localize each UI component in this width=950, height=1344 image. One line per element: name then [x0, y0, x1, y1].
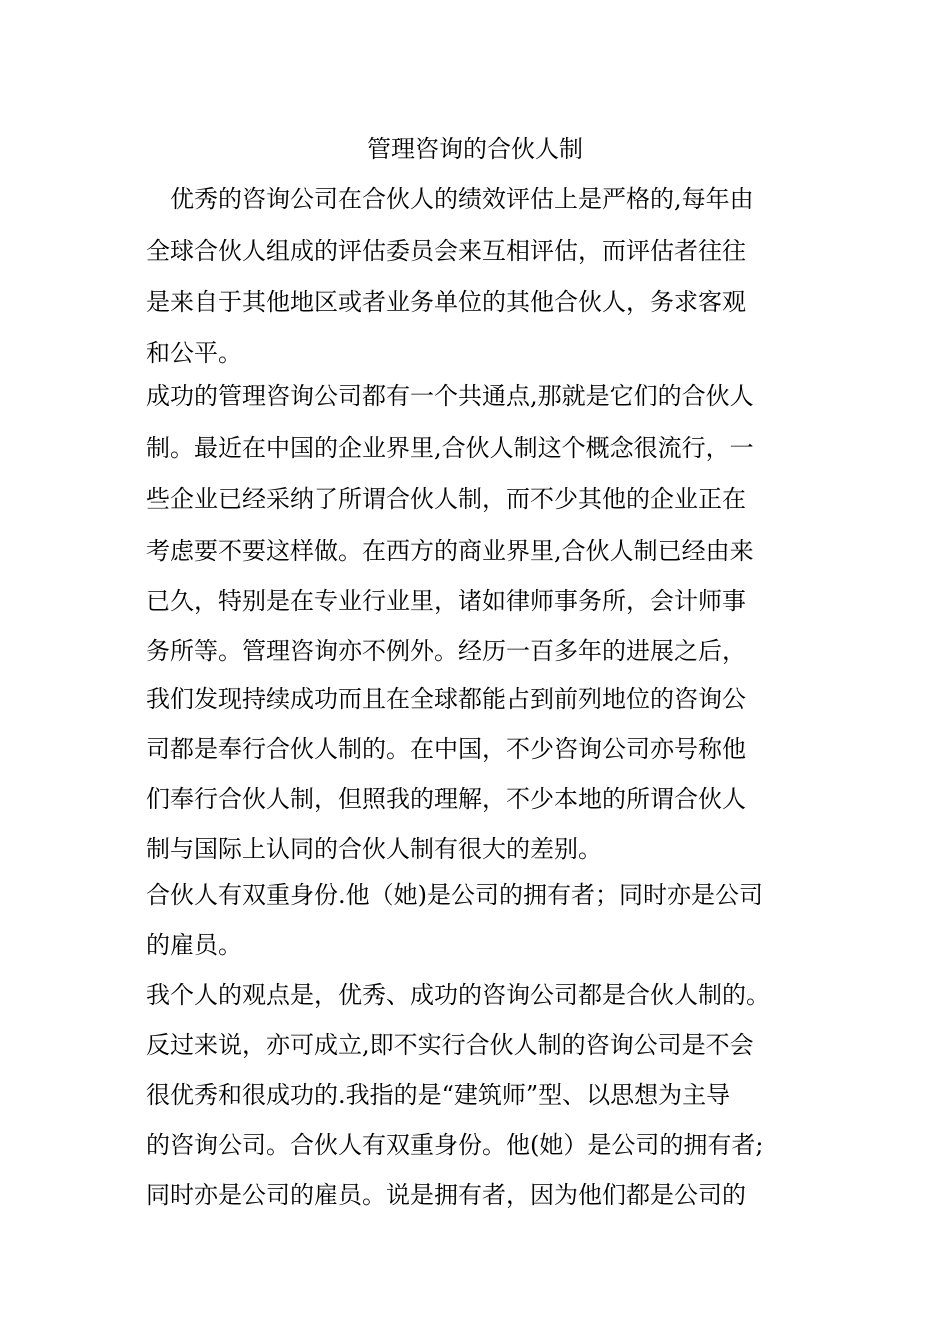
paragraph-4-line-2: 反过来说，亦可成立,即不实行合伙人制的咨询公司是不会	[146, 1031, 754, 1059]
paragraph-2-line-9: 们奉行合伙人制，但照我的理解，不少本地的所谓合伙人	[146, 785, 746, 813]
paragraph-2-line-6: 务所等。管理咨询亦不例外。经历一百多年的进展之后，	[146, 637, 746, 665]
paragraph-1-line-4: 和公平。	[146, 339, 242, 367]
paragraph-1-line-1: 优秀的咨询公司在合伙人的绩效评估上是严格的,每年由	[170, 185, 754, 213]
paragraph-2-line-5: 已久，特别是在专业行业里，诸如律师事务所，会计师事	[146, 587, 746, 615]
paragraph-1-line-2: 全球合伙人组成的评估委员会来互相评估，而评估者往往	[146, 237, 746, 265]
paragraph-2-line-4: 考虑要不要这样做。在西方的商业界里,合伙人制已经由来	[146, 537, 754, 565]
document-title: 管理咨询的合伙人制	[367, 135, 583, 163]
paragraph-1-line-3: 是来自于其他地区或者业务单位的其他合伙人，务求客观	[146, 288, 746, 316]
paragraph-3-line-2: 的雇员。	[146, 931, 242, 959]
paragraph-2-line-3: 些企业已经采纳了所谓合伙人制，而不少其他的企业正在	[146, 485, 746, 513]
paragraph-4-line-3: 很优秀和很成功的.我指的是“建筑师”型、以思想为主导	[146, 1081, 731, 1109]
paragraph-3-line-1: 合伙人有双重身份.他（她)是公司的拥有者；同时亦是公司	[146, 881, 763, 909]
paragraph-2-line-8: 司都是奉行合伙人制的。在中国，不少咨询公司亦号称他	[146, 735, 746, 763]
paragraph-2-line-10: 制与国际上认同的合伙人制有很大的差别。	[146, 835, 602, 863]
paragraph-4-line-5: 同时亦是公司的雇员。说是拥有者，因为他们都是公司的	[146, 1181, 746, 1209]
paragraph-4-line-1: 我个人的观点是，优秀、成功的咨询公司都是合伙人制的。	[146, 981, 770, 1009]
paragraph-2-line-1: 成功的管理咨询公司都有一个共通点,那就是它们的合伙人	[146, 382, 754, 410]
paragraph-2-line-7: 我们发现持续成功而且在全球都能占到前列地位的咨询公	[146, 685, 746, 713]
paragraph-4-line-4: 的咨询公司。合伙人有双重身份。他(她）是公司的拥有者;	[146, 1131, 764, 1159]
paragraph-2-line-2: 制。最近在中国的企业界里,合伙人制这个概念很流行，一	[146, 434, 754, 462]
